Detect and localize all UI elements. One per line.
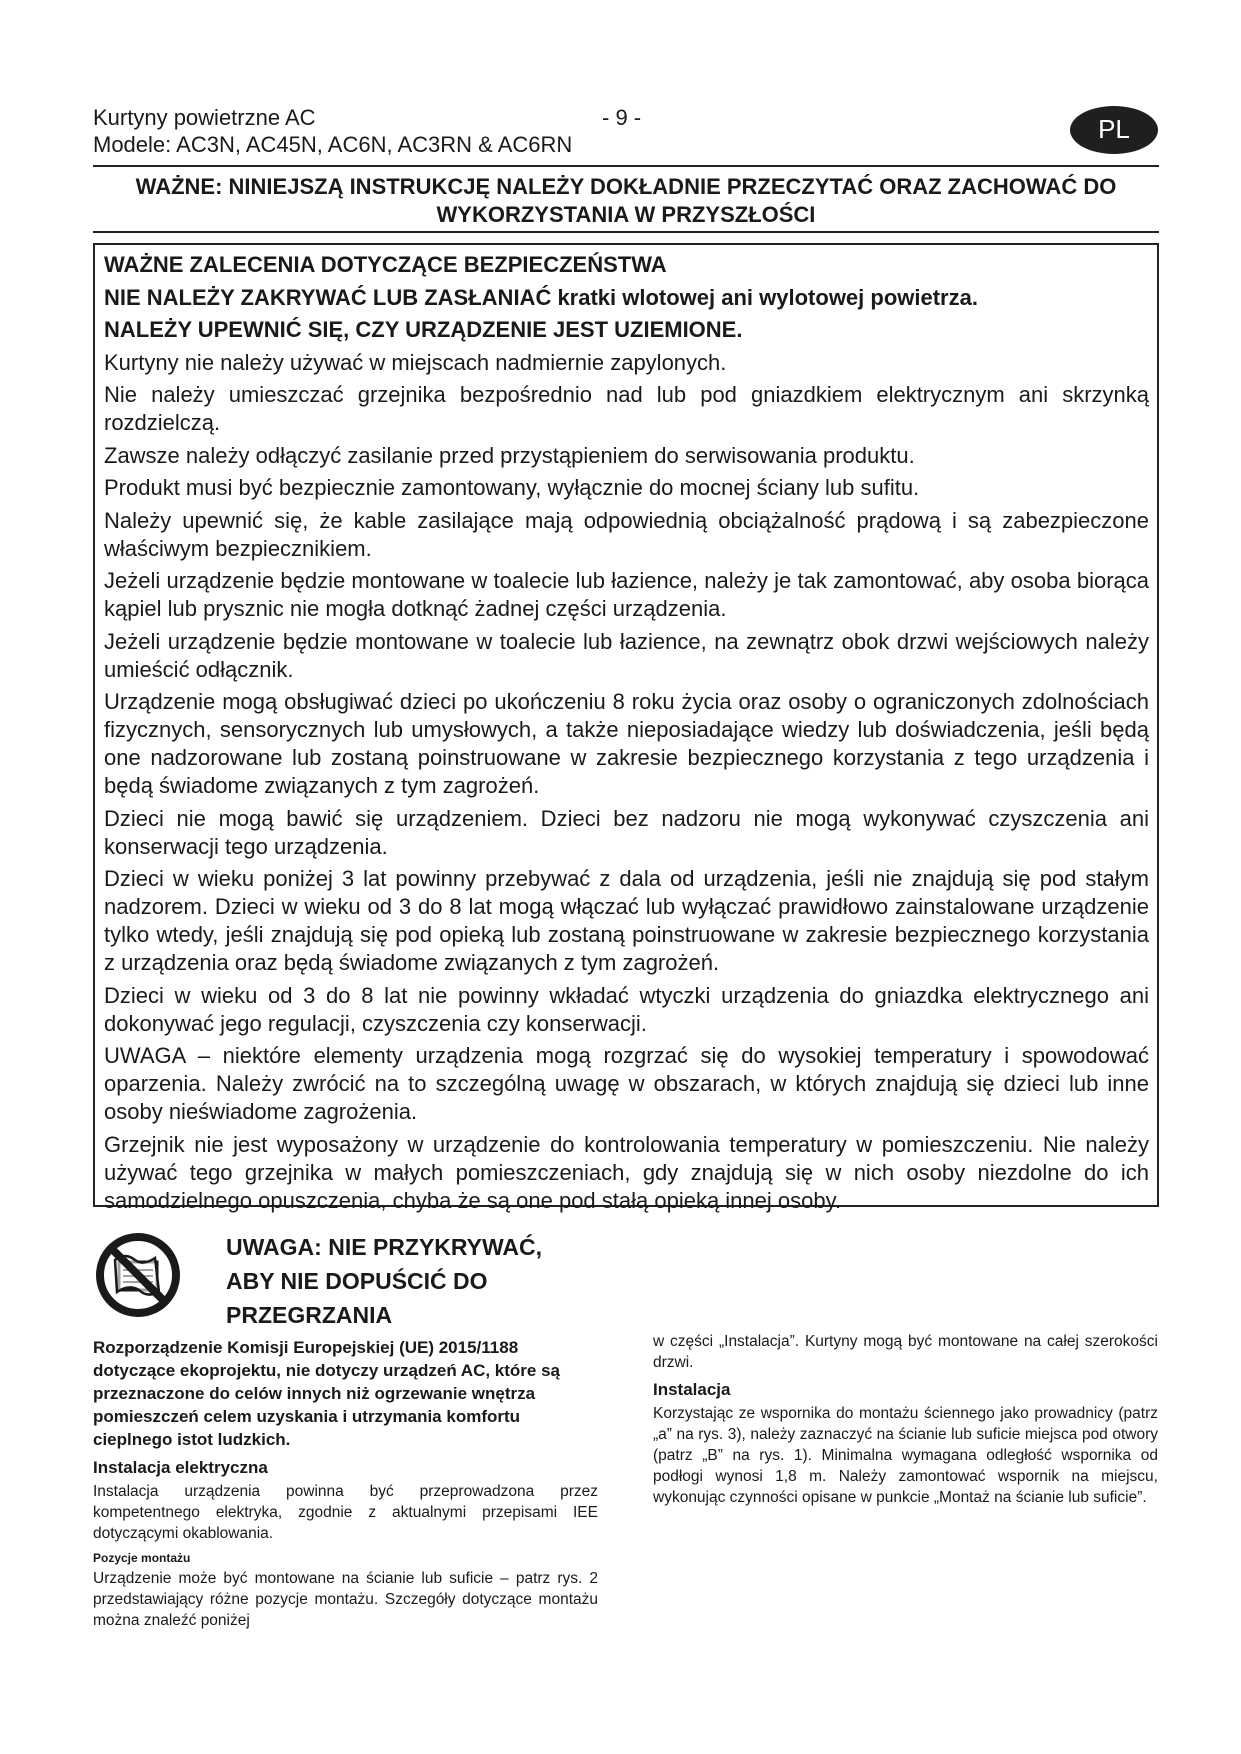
safety-paragraph: Jeżeli urządzenie będzie montowane w toalecie lub łazience, na zewnątrz obok drzwi wejściowych należy umieścić odłącznik. bbox=[104, 628, 1149, 682]
do-not-cover-warning bbox=[226, 1230, 542, 1332]
doc-title: Kurtyny powietrzne AC bbox=[93, 105, 316, 130]
installation-heading: Instalacja bbox=[653, 1380, 731, 1399]
safety-paragraph: Kurtyny nie należy używać w miejscach nadmiernie zapylonych. bbox=[104, 349, 727, 375]
positions-heading: Pozycje montażu bbox=[93, 1551, 191, 1565]
warning-line-3: PRZEGRZANIA bbox=[226, 1302, 393, 1328]
electrical-text: Instalacja urządzenia powinna być przeprowadzona przez kompetentnego elektryka, zgodnie z aktualnymi przepisami IEE dotyczącymi okablowania. bbox=[93, 1483, 598, 1542]
safety-box bbox=[93, 243, 1159, 1213]
positions-text: Urządzenie może być montowane na ścianie lub suficie – patrz rys. 2 przedstawiający różne pozycje montażu. Szczegóły dotyczące montażu można znaleźć poniżej bbox=[93, 1570, 598, 1629]
safety-paragraph: Grzejnik nie jest wyposażony w urządzenie do kontrolowania temperatury w pomieszczeniu. Nie należy używać tego grzejnika w małych pomieszczeniach, gdy znajdują się w nich osoby niezdolne do ich samodzielnego opuszczenia, chyba że są one pod stałą opieką innej osoby. bbox=[104, 1131, 1149, 1213]
no-cover-rest: kratki wlotowej ani wylotowej powietrza. bbox=[551, 284, 978, 310]
banner-line-1: WAŻNE: NINIEJSZĄ INSTRUKCJĘ NALEŻY DOKŁADNIE PRZECZYTAĆ ORAZ ZACHOWAĆ DO bbox=[135, 174, 1117, 199]
no-cover-warning bbox=[104, 284, 1149, 312]
banner-line-2: WYKORZYSTANIA W PRZYSZŁOŚCI bbox=[436, 202, 816, 227]
safety-paragraph: Dzieci w wieku od 3 do 8 lat nie powinny wkładać wtyczki urządzenia do gniazdka elektrycznego ani dokonywać jego regulacji, czyszczenia czy konserwacji. bbox=[104, 982, 1149, 1036]
safety-paragraph: Należy upewnić się, że kable zasilające mają odpowiednią obciążalność prądową i są zabezpieczone właściwym bezpiecznikiem. bbox=[104, 507, 1149, 561]
electrical-heading: Instalacja elektryczna bbox=[93, 1458, 268, 1477]
installation-text: Korzystając ze wspornika do montażu ściennego jako prowadnicy (patrz „a” na rys. 3), należy zaznaczyć na ścianie lub suficie miejsca pod otwory (patrz „B” na rys. 1). Minimalna wymagana odległość wspornika od podłogi wynosi 1,8 m. Należy zamontować wspornik na miejscu, wykonując czynności opisane w punkcie „Montaż na ścianie lub suficie”. bbox=[653, 1405, 1158, 1506]
language-badge: PL bbox=[1070, 106, 1158, 154]
do-not-cover-icon bbox=[95, 1232, 181, 1318]
installation-continued: w części „Instalacja”. Kurtyny mogą być montowane na całej szerokości drzwi. bbox=[653, 1333, 1158, 1371]
safety-paragraph: Dzieci nie mogą bawić się urządzeniem. Dzieci bez nadzoru nie mogą wykonywać czyszczenia ani konserwacji tego urządzenia. bbox=[104, 805, 1149, 859]
safety-paragraph: Jeżeli urządzenie będzie montowane w toalecie lub łazience, należy je tak zamontować, aby osoba biorąca kąpiel lub prysznic nie mogła dotknąć żadnej części urządzenia. bbox=[104, 568, 1149, 621]
important-banner bbox=[93, 173, 1159, 229]
safety-paragraph: UWAGA – niektóre elementy urządzenia mogą rozgrzać się do wysokiej temperatury i spowodować oparzenia. Należy zwrócić na to szczególną uwagę w obszarach, w których znajdują się dzieci lub inne osoby nieświadome zagrożenia. bbox=[104, 1043, 1149, 1124]
regulation-note: Rozporządzenie Komisji Europejskiej (UE) 2015/1188 dotyczące ekoprojektu, nie dotyczy urządzeń AC, które są przeznaczone do celów innych niż ogrzewanie wnętrza pomieszczeń celem uzyskania i utrzymania komfortu cieplnego istot ludzkich. bbox=[93, 1338, 561, 1449]
safety-heading: WAŻNE ZALECENIA DOTYCZĄCE BEZPIECZEŃSTWA bbox=[104, 252, 667, 277]
safety-paragraph: Zawsze należy odłączyć zasilanie przed przystąpieniem do serwisowania produktu. bbox=[104, 442, 915, 468]
warning-line-2: ABY NIE DOPUŚCIĆ DO bbox=[226, 1268, 488, 1294]
safety-paragraph: Nie należy umieszczać grzejnika bezpośrednio nad lub pod gniazdkiem elektrycznym ani skrzynką rozdzielczą. bbox=[104, 382, 1149, 435]
earth-warning: NALEŻY UPEWNIĆ SIĘ, CZY URZĄDZENIE JEST UZIEMIONE. bbox=[104, 317, 743, 342]
banner-rule bbox=[93, 231, 1159, 233]
left-column bbox=[93, 1336, 598, 1631]
right-column bbox=[653, 1331, 1158, 1508]
models-line: Modele: AC3N, AC45N, AC6N, AC3RN & AC6RN bbox=[93, 132, 573, 157]
safety-paragraph: Produkt musi być bezpiecznie zamontowany, wyłącznie do mocnej ściany lub sufitu. bbox=[104, 475, 920, 500]
no-cover-bold: NIE NALEŻY ZAKRYWAĆ LUB ZASŁANIAĆ bbox=[104, 284, 552, 310]
top-rule bbox=[93, 165, 1159, 167]
safety-paragraph: Urządzenie mogą obsługiwać dzieci po ukończeniu 8 roku życia oraz osoby o ograniczonych zdolnościach fizycznych, sensorycznych lub umysłowych, a także nieposiadające wiedzy lub doświadczenia, jeśli będą one nadzorowane lub zostaną poinstruowane w zakresie bezpiecznego korzystania z tego urządzenia i będą świadome związanych z tym zagrożeń. bbox=[104, 689, 1149, 798]
safety-paragraph: Dzieci w wieku poniżej 3 lat powinny przebywać z dala od urządzenia, jeśli nie znajdują się pod stałym nadzorem. Dzieci w wieku od 3 do 8 lat mogą włączać lub wyłączać prawidłowo zainstalowane urządzenie tylko wtedy, jeśli znajdują się pod opieką lub zostaną poinstruowane w zakresie bezpiecznego korzystania z urządzenia oraz będą świadome związanych z tym zagrożeń. bbox=[104, 866, 1149, 975]
warning-line-1: UWAGA: NIE PRZYKRYWAĆ, bbox=[226, 1234, 543, 1260]
page-number: - 9 - bbox=[602, 105, 642, 130]
